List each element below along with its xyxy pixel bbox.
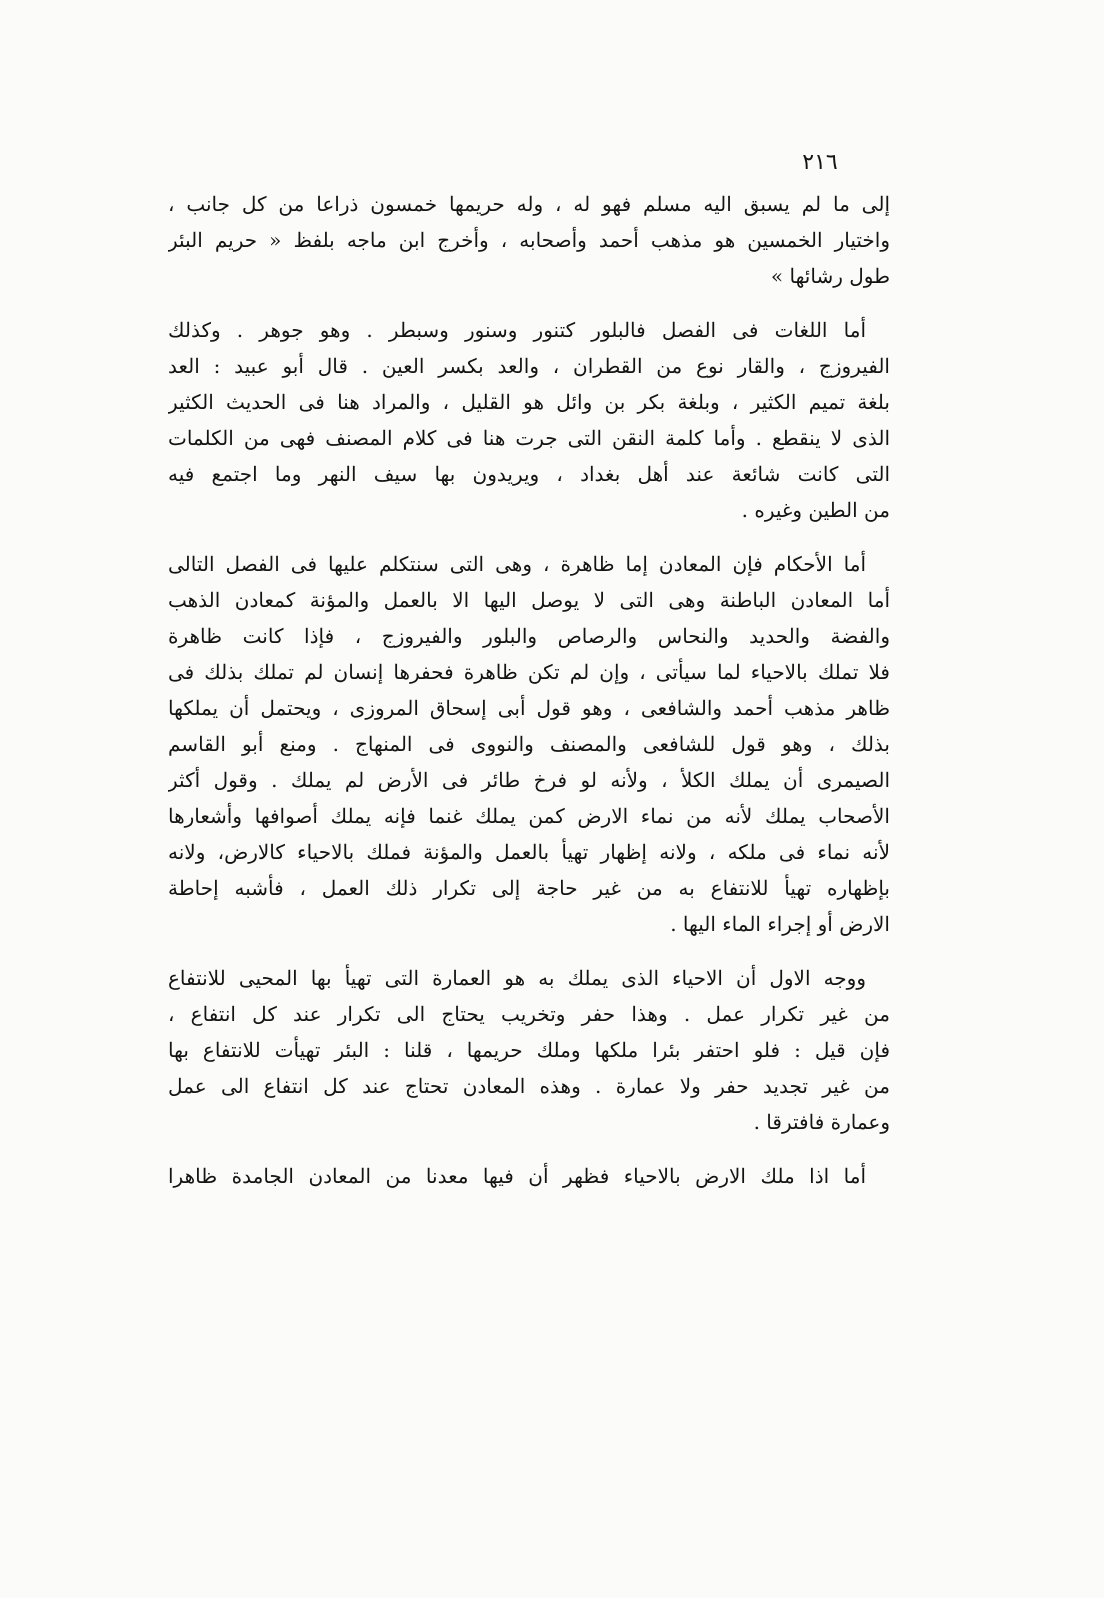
text-line: بذلك ، وهو قول للشافعى والمصنف والنووى فى المنهاج . ومنع أبو القاسم xyxy=(168,732,890,756)
paragraph-4 xyxy=(168,960,890,1140)
text-line: لأنه نماء فى ملكه ، ولانه إظهار تهيأ بالعمل والمؤنة فملك بالاحياء كالارض، ولانه xyxy=(168,840,890,864)
text-line: والفضة والحديد والنحاس والرصاص والبلور والفيروزج ، فإذا كانت ظاهرة xyxy=(168,624,890,648)
text-line: من غير تكرار عمل . وهذا حفر وتخريب يحتاج الى تكرار عند كل انتفاع ، xyxy=(168,1002,890,1026)
body-text xyxy=(168,186,890,1212)
text-line: بلغة تميم الكثير ، وبلغة بكر بن وائل هو القليل ، والمراد هنا فى الحديث الكثير xyxy=(168,390,890,414)
text-line: أما اللغات فى الفصل فالبلور كتنور وسنور وسبطر . وهو جوهر . وكذلك xyxy=(168,318,866,342)
text-line: التى كانت شائعة عند أهل بغداد ، ويريدون بها سيف النهر وما اجتمع فيه xyxy=(168,462,890,486)
text-line: ظاهر مذهب أحمد والشافعى ، وهو قول أبى إسحاق المروزى ، ويحتمل أن يملكها xyxy=(168,696,890,720)
text-line: الذى لا ينقطع . وأما كلمة النقن التى جرت هنا فى كلام المصنف فهى من الكلمات xyxy=(168,426,890,450)
paragraph-3 xyxy=(168,546,890,942)
text-line: ووجه الاول أن الاحياء الذى يملك به هو العمارة التى تهيأ بها المحيى للانتفاع xyxy=(168,966,866,990)
paragraph-5 xyxy=(168,1158,890,1194)
text-line: أما المعادن الباطنة وهى التى لا يوصل اليها الا بالعمل والمؤنة كمعادن الذهب xyxy=(168,588,890,612)
text-line: طول رشائها » xyxy=(770,264,890,288)
text-line: إلى ما لم يسبق اليه مسلم فهو له ، وله حريمها خمسون ذراعا من كل جانب ، xyxy=(168,192,890,216)
text-line: أما اذا ملك الارض بالاحياء فظهر أن فيها معدنا من المعادن الجامدة ظاهرا xyxy=(168,1164,866,1188)
text-line: أما الأحكام فإن المعادن إما ظاهرة ، وهى التى سنتكلم عليها فى الفصل التالى xyxy=(168,552,866,576)
text-line: الصيمرى أن يملك الكلأ ، ولأنه لو فرخ طائر فى الأرض لم يملك . وقول أكثر xyxy=(168,768,890,792)
text-line: وعمارة فافترقا . xyxy=(753,1110,890,1134)
text-line: فإن قيل : فلو احتفر بئرا ملكها وملك حريمها ، قلنا : البئر تهيأت للانتفاع بها xyxy=(168,1038,890,1062)
paragraph-1 xyxy=(168,186,890,294)
text-line: من الطين وغيره . xyxy=(741,498,890,522)
text-line: الأصحاب يملك لأنه من نماء الارض كمن يملك غنما فإنه يملك أصوافها وأشعارها xyxy=(168,804,890,828)
text-line: الارض أو إجراء الماء اليها . xyxy=(670,912,890,936)
text-line: فلا تملك بالاحياء لما سيأتى ، وإن لم تكن ظاهرة فحفرها إنسان لم تملك بذلك فى xyxy=(168,660,890,684)
text-line: الفيروزج ، والقار نوع من القطران ، والعد بكسر العين . قال أبو عبيد : العد xyxy=(168,354,890,378)
page-number: ٢١٦ xyxy=(802,150,838,175)
paragraph-2 xyxy=(168,312,890,528)
text-line: بإظهاره تهيأ للانتفاع به من غير حاجة إلى تكرار ذلك العمل ، فأشبه إحاطة xyxy=(168,876,890,900)
text-line: واختيار الخمسين هو مذهب أحمد وأصحابه ، وأخرج ابن ماجه بلفظ « حريم البئر xyxy=(168,228,890,252)
text-line: من غير تجديد حفر ولا عمارة . وهذه المعادن تحتاج عند كل انتفاع الى عمل xyxy=(168,1074,890,1098)
